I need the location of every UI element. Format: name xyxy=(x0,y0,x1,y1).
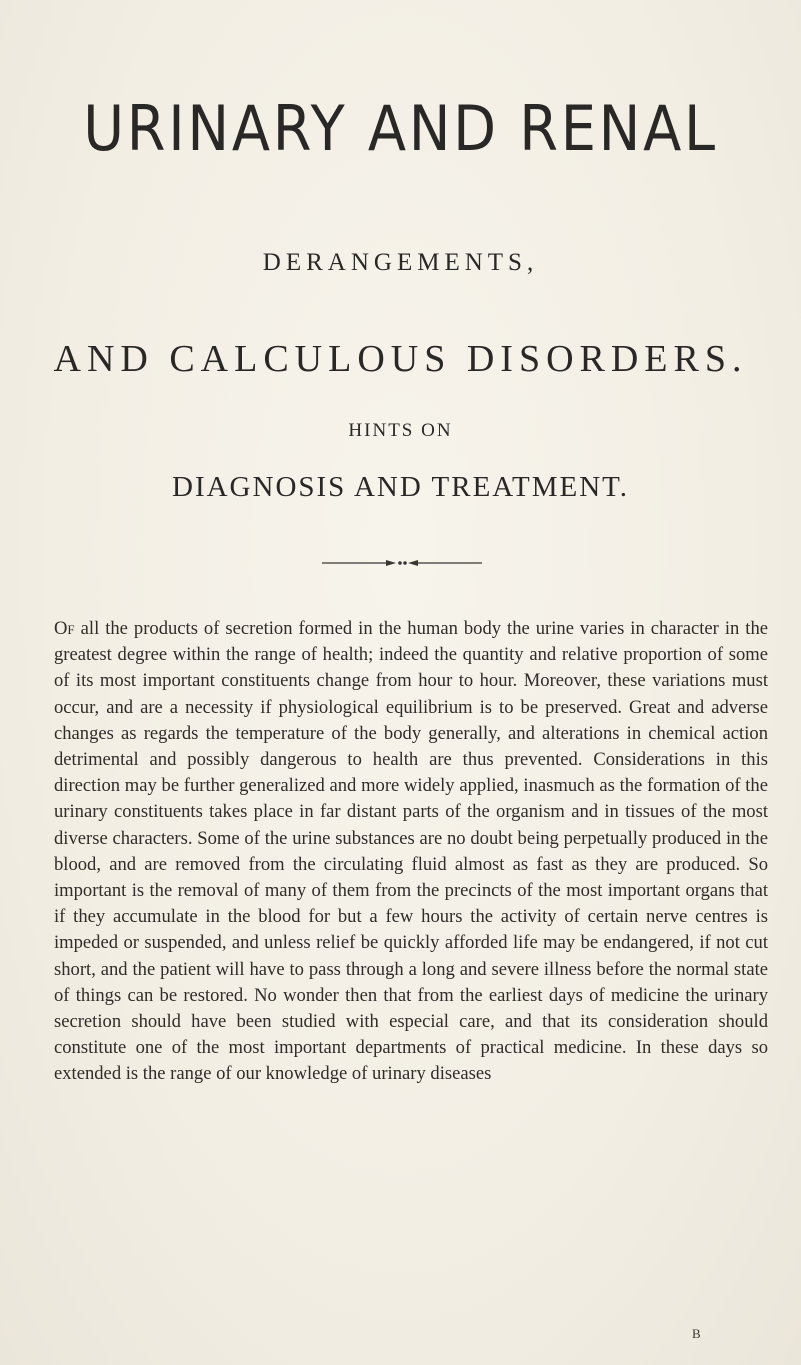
subtitle-calculous-disorders: AND CALCULOUS DISORDERS. xyxy=(53,338,748,380)
body-paragraph xyxy=(54,616,768,1088)
subtitle-derangements: DERANGEMENTS, xyxy=(262,249,539,276)
hints-on-line: HINTS ON xyxy=(348,420,453,441)
signature-mark: B xyxy=(692,1326,701,1341)
ornamental-divider-icon xyxy=(322,556,482,570)
paragraph-text: all the products of secretion formed in the human body the urine varies in character in the greatest degree within the range of health; indeed the quantity and relative proportion of some of its most important constituents change from hour to hour. Moreover, these variations must occur, and are a necessity if physiological equilibrium is to be preserved. Great and adverse changes as regards the temperature of the body generally, and alterations in chemical action detrimental and possibly dangerous to health are thus prevented. Considerations in this direction may be further generalized and more widely applied, inasmuch as the formation of the urinary constituents takes place in far distant parts of the organism and in tissues of the most diverse characters. Some of the urine substances are no doubt being perpetually produced in the blood, and are removed from the circulating fluid almost as fast as they are produced. So important is the removal of many of them from the precincts of the most important organs that if they accumulate in the blood for but a few hours the activity of certain nerve centres is impeded or suspended, and unless relief be quickly afforded life may be endangered, if not cut short, and the patient will have to pass through a long and severe illness before the normal state of things can be restored. No wonder then that from the earliest days of medicine the urinary secretion should have been studied with especial care, and that its consideration should constitute one of the most important departments of practical medicine. In these days so extended is the range of our knowledge of urinary diseases xyxy=(54,618,768,1085)
page-title: URINARY AND RENAL xyxy=(83,92,718,165)
subtitle-diagnosis-treatment: DIAGNOSIS AND TREATMENT. xyxy=(172,471,629,503)
opening-word: Of xyxy=(54,618,75,639)
